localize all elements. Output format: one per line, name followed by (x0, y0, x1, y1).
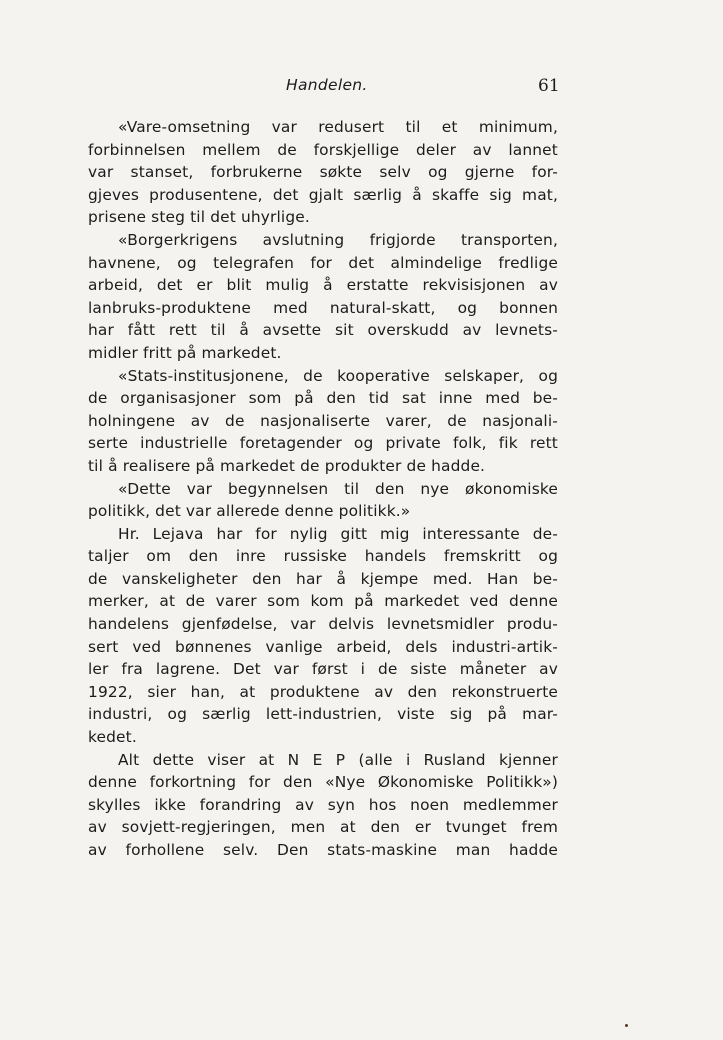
text-line: denne forkortning for den «Nye Økonomiske Politikk») (88, 773, 558, 792)
text-line: prisene steg til det uhyrlige. (88, 208, 310, 227)
text-line: politikk, det var allerede denne politikk.» (88, 502, 411, 521)
text-line: holningene av de nasjonaliserte varer, de nasjonali- (88, 411, 558, 430)
text-line: ler fra lagrene. Det var først i de siste måneter av (88, 660, 558, 679)
text-line: «Stats-institusjonene, de kooperative selskaper, og (118, 366, 558, 385)
text-line: serte industrielle foretagender og private folk, fik rett (88, 434, 558, 453)
text-line: Alt dette viser at N E P (alle i Rusland kjenner (118, 750, 558, 769)
text-line: de vanskeligheter den har å kjempe med. Han be- (88, 569, 558, 588)
text-line: 1922, sier han, at produktene av den rekonstruerte (88, 682, 558, 701)
text-line: arbeid, det er blit mulig å erstatte rekvisisjonen av (88, 276, 558, 295)
text-line: forbinnelsen mellem de forskjellige deler av lannet (88, 140, 558, 159)
paper-speck (625, 1024, 628, 1027)
running-head (0, 76, 723, 100)
text-line: havnene, og telegrafen for det almindelige fredlige (88, 253, 558, 272)
text-line: av sovjett-regjeringen, men at den er tvunget frem (88, 818, 558, 837)
text-line: Hr. Lejava har for nylig gitt mig interessante de- (118, 524, 558, 543)
text-line: til å realisere på markedet de produkter de hadde. (88, 456, 486, 475)
text-line: sert ved bønnenes vanlige arbeid, dels industri-artik- (88, 637, 558, 656)
text-line: gjeves produsentene, det gjalt særlig å skaffe sig mat, (88, 185, 558, 204)
text-line: «Vare-omsetning var redusert til et minimum, (118, 118, 558, 136)
text-line: skylles ikke forandring av syn hos noen medlemmer (88, 795, 558, 814)
body-text (88, 116, 558, 862)
text-line: industri, og særlig lett-industrien, viste sig på mar- (88, 705, 558, 724)
text-line: har fått rett til å avsette sit overskudd av levnets- (88, 321, 558, 340)
text-line: av forhollene selv. Den stats-maskine man hadde (88, 841, 558, 859)
text-line: merker, at de varer som kom på markedet ved denne (88, 592, 558, 611)
text-line: taljer om den inre russiske handels fremskritt og (88, 547, 558, 566)
text-line: lanbruks-produktene med natural-skatt, og bonnen (88, 298, 558, 317)
text-line: «Borgerkrigens avslutning frigjorde transporten, (118, 230, 558, 249)
running-head-title: Handelen. (286, 76, 368, 94)
text-line: var stanset, forbrukerne søkte selv og gjerne for- (88, 163, 558, 182)
text-line: kedet. (88, 728, 137, 747)
text-line: de organisasjoner som på den tid sat inne med be- (88, 389, 558, 408)
page-number: 61 (538, 76, 560, 96)
text-line: midler fritt på markedet. (88, 343, 282, 362)
text-line: «Dette var begynnelsen til den nye økonomiske (118, 479, 558, 498)
text-line: handelens gjenfødelse, var delvis levnetsmidler produ- (88, 615, 558, 634)
